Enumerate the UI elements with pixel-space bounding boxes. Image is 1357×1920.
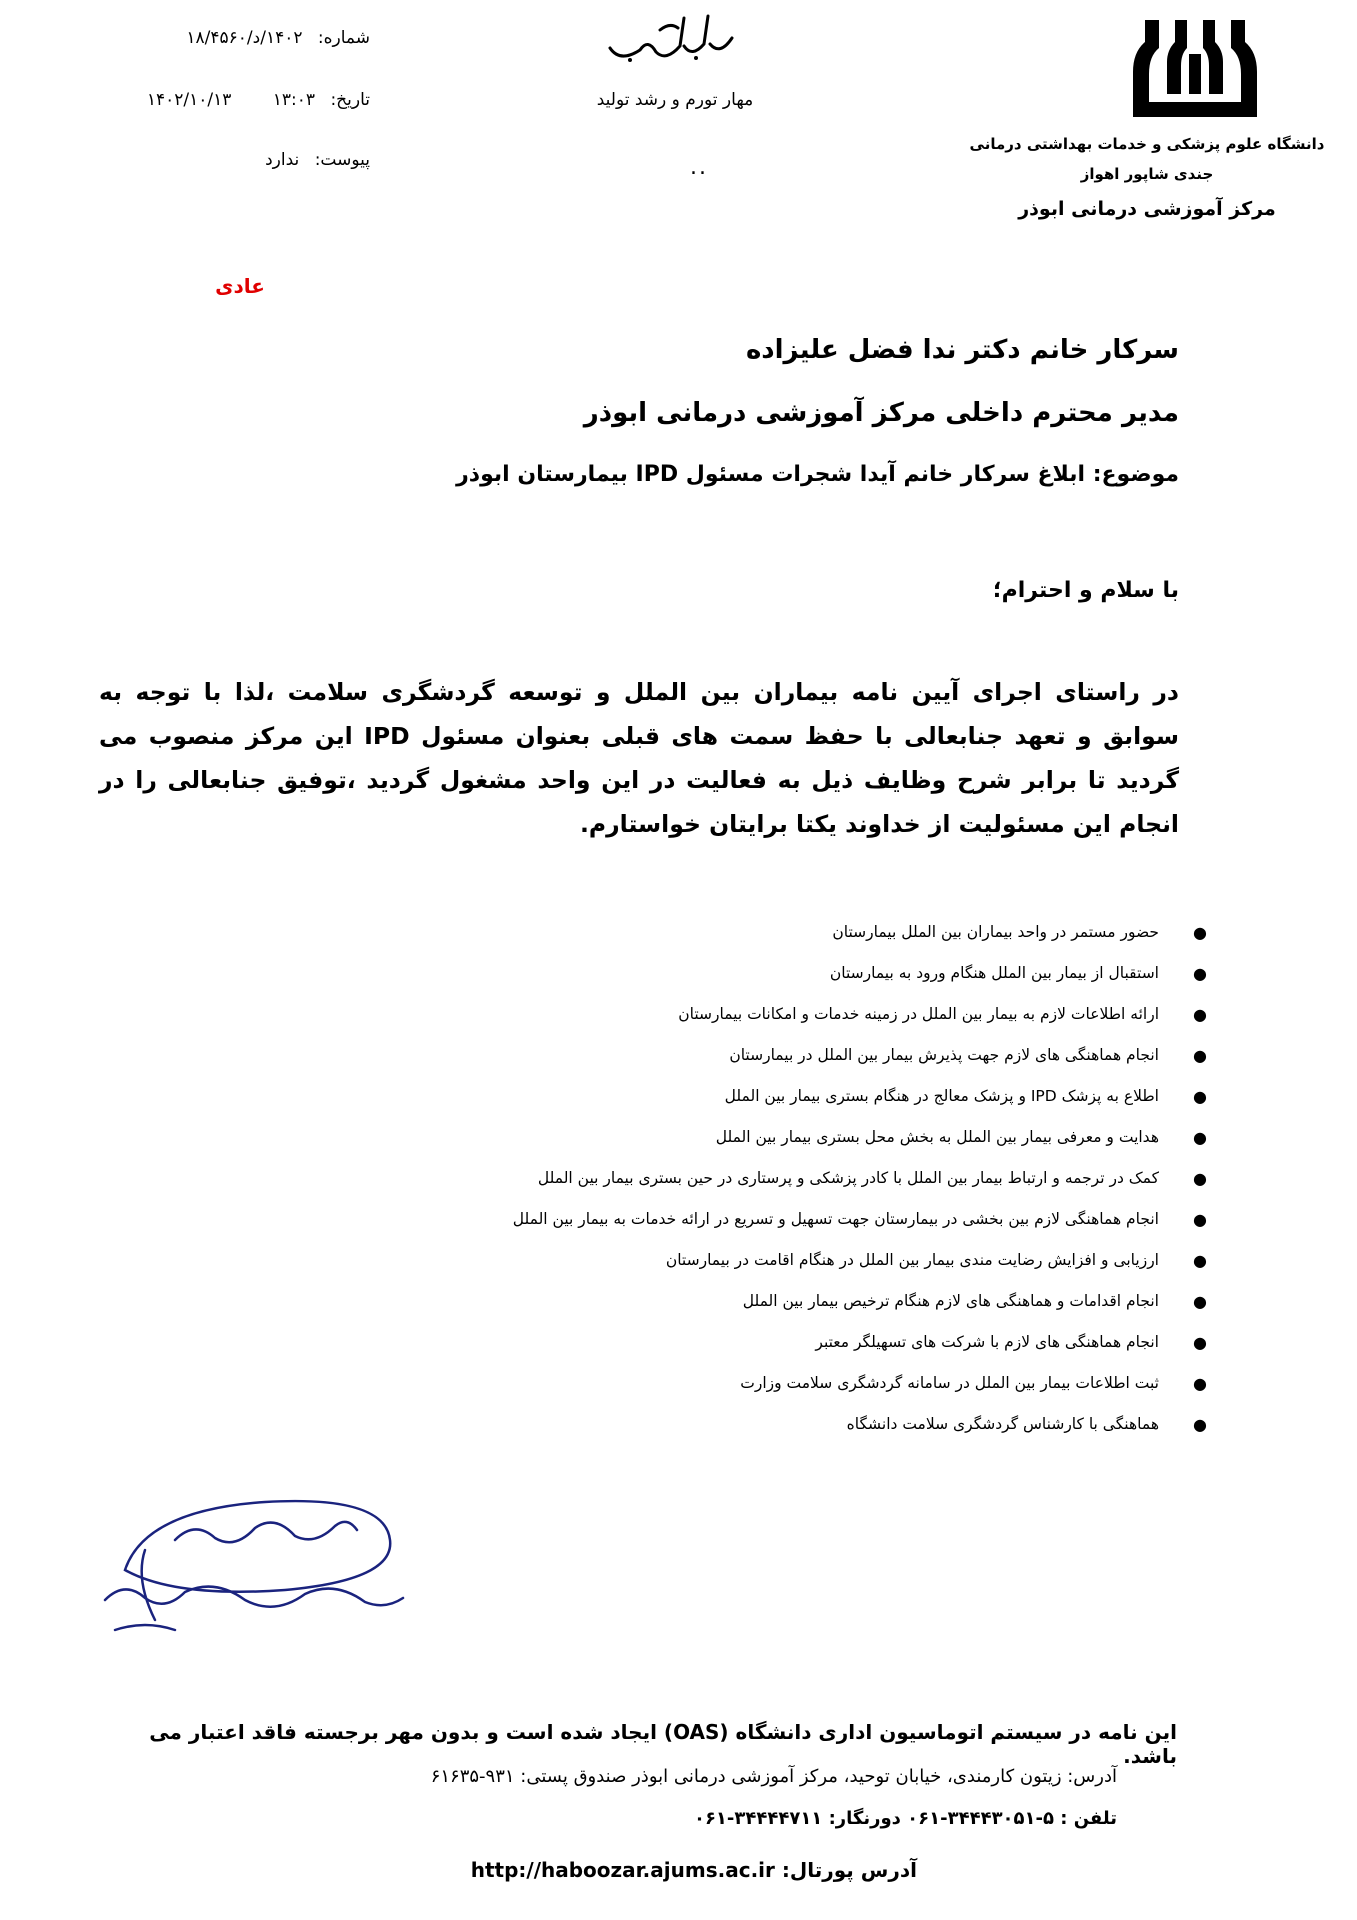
bullet-icon: ● xyxy=(1193,1374,1207,1393)
subject-text: ابلاغ سرکار خانم آیدا شجرات مسئول IPD بیمارستان ابوذر xyxy=(456,462,1086,487)
duty-text: کمک در ترجمه و ارتباط بیمار بین الملل با کادر پزشکی و پرستاری در حین بستری بیمار بین الملل xyxy=(537,1169,1159,1187)
duty-item xyxy=(307,1363,1207,1404)
slogan: مهار تورم و رشد تولید xyxy=(596,90,754,110)
greeting: با سلام و احترام؛ xyxy=(992,578,1179,603)
duties-list xyxy=(307,912,1207,1445)
letter-attachment-label: پیوست: xyxy=(314,150,370,170)
bullet-icon: ● xyxy=(1193,1292,1207,1311)
duty-text: انجام هماهنگی لازم بین بخشی در بیمارستان جهت تسهیل و تسریع در ارائه خدمات به بیمار بین الملل xyxy=(512,1210,1159,1228)
duty-item xyxy=(307,1199,1207,1240)
duty-item xyxy=(307,1322,1207,1363)
portal-label: آدرس پورتال: xyxy=(781,1858,917,1882)
bullet-icon: ● xyxy=(1193,1046,1207,1065)
bismillah-calligraphy xyxy=(600,8,740,68)
letter-number-value: ۱۴۰۲/د/۱۸/۴۵۶۰ xyxy=(186,28,303,48)
duty-item xyxy=(307,994,1207,1035)
duty-item xyxy=(307,1117,1207,1158)
bullet-icon: ● xyxy=(1193,923,1207,942)
bullet-icon: ● xyxy=(1193,1169,1207,1188)
footer-address: آدرس: زیتون کارمندی، خیابان توحید، مرکز آموزشی درمانی ابوذر صندوق پستی: ۹۳۱-۶۱۶۳۵ xyxy=(430,1766,1117,1787)
bullet-icon: ● xyxy=(1193,1087,1207,1106)
duty-item xyxy=(307,1035,1207,1076)
footer-phone: تلفن : ۵-۳۴۴۴۳۰۵۱-۰۶۱ دورنگار: ۳۴۴۴۴۷۱۱-۰۶۱ xyxy=(693,1808,1117,1829)
duty-text: ارزیابی و افزایش رضایت مندی بیمار بین الملل در هنگام اقامت در بیمارستان xyxy=(665,1251,1159,1269)
signature xyxy=(85,1480,415,1650)
addressee-position: مدیر محترم داخلی مرکز آموزشی درمانی ابوذر xyxy=(583,398,1179,428)
duty-text: انجام اقدامات و هماهنگی های لازم هنگام ترخیص بیمار بین الملل xyxy=(742,1292,1159,1310)
bullet-icon: ● xyxy=(1193,1210,1207,1229)
duty-text: انجام هماهنگی های لازم جهت پذیرش بیمار بین الملل در بیمارستان xyxy=(729,1046,1159,1064)
duty-item xyxy=(307,953,1207,994)
footer-portal xyxy=(217,1858,917,1882)
bullet-icon: ● xyxy=(1193,1005,1207,1024)
duty-text: هدایت و معرفی بیمار بین الملل به بخش محل بستری بیمار بین الملل xyxy=(715,1128,1159,1146)
center-name: مرکز آموزشی درمانی ابوذر xyxy=(1018,198,1276,220)
letter-date-label: تاریخ: xyxy=(330,90,370,110)
bullet-icon: ● xyxy=(1193,1333,1207,1352)
footer-notice: این نامه در سیستم اتوماسیون اداری دانشگاه (OAS) ایجاد شده است و بدون مهر برجسته فاقد اعتبار می باشد. xyxy=(149,1720,1177,1768)
letter-attachment-row xyxy=(100,150,370,170)
duty-text: ثبت اطلاعات بیمار بین الملل در سامانه گردشگری سلامت وزارت xyxy=(740,1374,1159,1392)
letter-body: در راستای اجرای آیین نامه بیماران بین الملل و توسعه گردشگری سلامت ،لذا با توجه به سوابق و تعهد جنابعالی با حفظ سمت های قبلی بعنوان مسئول IPD این مرکز منصوب می گردید تا برابر شرح وظایف ذیل به فعالیت در این واحد مشغول گردید ،توفیق جنابعالی را در انجام این مسئولیت از خداوند یکتا برایتان خواستارم. xyxy=(99,678,1179,838)
duty-item xyxy=(307,1158,1207,1199)
letter-number-row xyxy=(100,28,370,48)
bullet-icon: ● xyxy=(1193,1128,1207,1147)
bullet-icon: ● xyxy=(1193,1415,1207,1434)
letter-date-value: ۱۴۰۲/۱۰/۱۳ xyxy=(146,90,232,110)
letter-time-value: ۱۳:۰۳ xyxy=(272,90,316,110)
duty-item xyxy=(307,1404,1207,1445)
duty-item xyxy=(307,1240,1207,1281)
duty-item xyxy=(307,1076,1207,1117)
duty-item xyxy=(307,1281,1207,1322)
portal-link[interactable]: http://haboozar.ajums.ac.ir xyxy=(470,1858,775,1882)
duty-text: حضور مستمر در واحد بیماران بین الملل بیمارستان xyxy=(832,923,1159,941)
university-logo xyxy=(1125,12,1265,122)
bullet-icon: ● xyxy=(1193,964,1207,983)
duty-text: استقبال از بیمار بین الملل هنگام ورود به بیمارستان xyxy=(829,964,1159,982)
university-city: جندی شاپور اهواز xyxy=(1080,165,1214,183)
priority-badge: عادی xyxy=(215,274,265,298)
duty-text: انجام هماهنگی های لازم با شرکت های تسهیلگر معتبر xyxy=(815,1333,1159,1351)
letter-number-label: شماره: xyxy=(317,28,370,48)
letter-date-row xyxy=(100,90,370,110)
letter-subject xyxy=(179,462,1179,487)
duty-item xyxy=(307,912,1207,953)
university-name: دانشگاه علوم پزشکی و خدمات بهداشتی درمانی xyxy=(969,135,1325,153)
addressee: سرکار خانم دکتر ندا فضل علیزاده xyxy=(745,335,1179,365)
bullet-icon: ● xyxy=(1193,1251,1207,1270)
duty-text: ارائه اطلاعات لازم به بیمار بین الملل در زمینه خدمات و امکانات بیمارستان xyxy=(678,1005,1159,1023)
subject-label: موضوع: xyxy=(1092,462,1179,487)
separator-dots: .. xyxy=(690,155,708,180)
duty-text: هماهنگی با کارشناس گردشگری سلامت دانشگاه xyxy=(846,1415,1159,1433)
letter-attachment-value: ندارد xyxy=(265,150,300,170)
duty-text: اطلاع به پزشک IPD و پزشک معالج در هنگام بستری بیمار بین الملل xyxy=(724,1087,1159,1105)
